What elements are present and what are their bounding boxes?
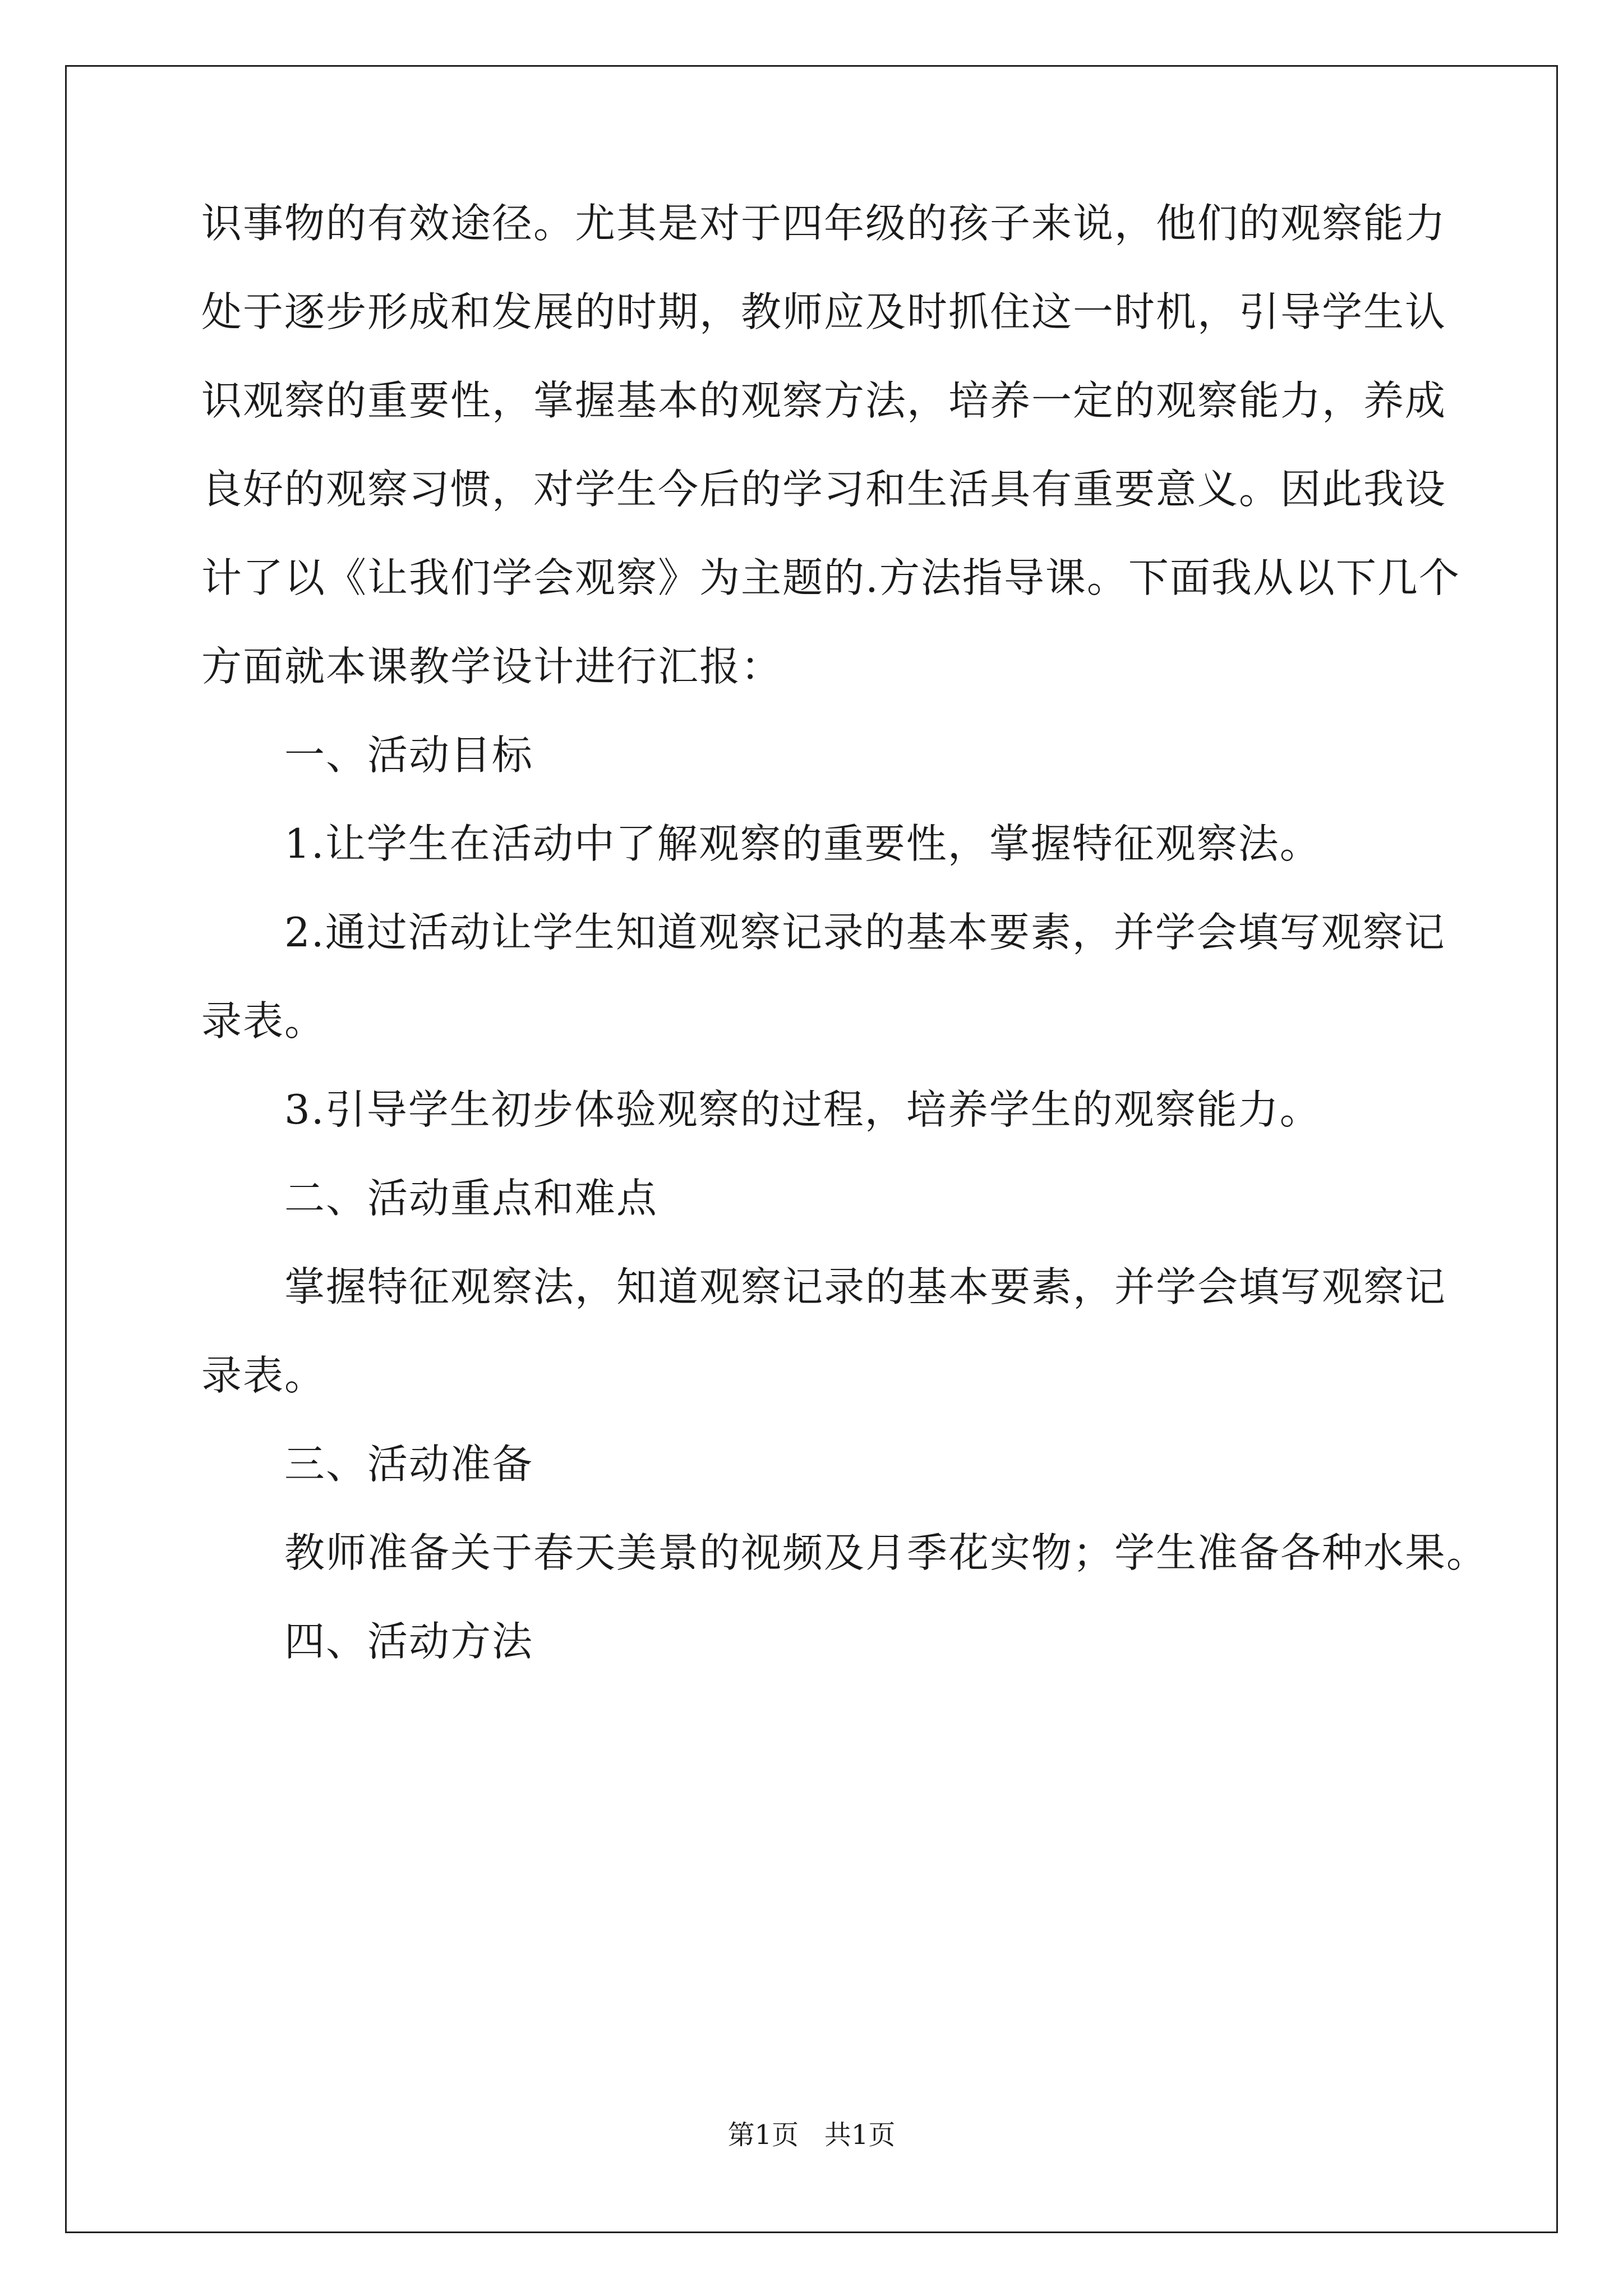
body-line-4: 良好的观察习惯，对学生今后的学习和生活具有重要意义。因此我设 <box>201 466 1447 513</box>
body-line-2: 处于逐步形成和发展的时期，教师应及时抓住这一时机，引导学生认 <box>201 288 1447 335</box>
document-body <box>201 200 1488 1710</box>
section-heading-preparation: 三、活动准备 <box>284 1441 534 1488</box>
objective-item-1: 1.让学生在活动中了解观察的重要性，掌握特征观察法。 <box>284 820 1321 867</box>
key-points-paragraph-continued: 录表。 <box>201 1352 326 1399</box>
objective-item-2-continued: 录表。 <box>201 997 326 1045</box>
section-heading-methods: 四、活动方法 <box>284 1618 534 1665</box>
body-line-1: 识事物的有效途径。尤其是对于四年级的孩子来说，他们的观察能力 <box>201 200 1447 247</box>
key-points-paragraph: 掌握特征观察法，知道观察记录的基本要素，并学会填写观察记 <box>284 1263 1447 1310</box>
objective-item-2: 2.通过活动让学生知道观察记录的基本要素，并学会填写观察记 <box>284 909 1446 956</box>
page-footer: 第1页 共1页 <box>727 2119 896 2151</box>
body-line-5: 计了以《让我们学会观察》为主题的.方法指导课。下面我从以下几个 <box>201 554 1460 601</box>
section-heading-key-points: 二、活动重点和难点 <box>284 1175 658 1222</box>
section-heading-objectives: 一、活动目标 <box>284 731 534 779</box>
preparation-paragraph: 教师准备关于春天美景的视频及月季花实物；学生准备各种水果。 <box>284 1529 1488 1576</box>
body-line-3: 识观察的重要性，掌握基本的观察方法，培养一定的观察能力，养成 <box>201 377 1447 424</box>
objective-item-3: 3.引导学生初步体验观察的过程，培养学生的观察能力。 <box>284 1086 1321 1133</box>
body-line-6: 方面就本课教学设计进行汇报： <box>201 643 783 690</box>
